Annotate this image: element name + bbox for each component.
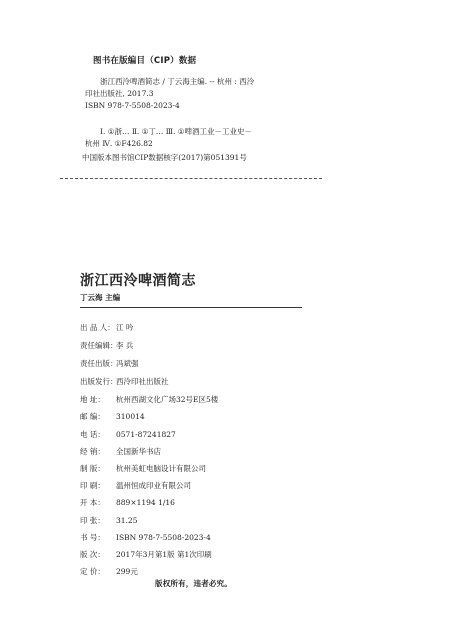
book-title: 浙江西泠啤酒简志 — [80, 273, 196, 289]
cip-line: ISBN 978-7-5508-2023-4 — [85, 101, 180, 110]
info-row-prepress — [80, 463, 206, 474]
cip-record-number: 中国版本图书馆CIP数据核字(2017)第051391号 — [82, 153, 247, 162]
info-value: 310014 — [116, 412, 145, 421]
rights-notice: 版权所有，违者必究。 — [155, 579, 232, 588]
info-value: 李 兵 — [116, 341, 134, 350]
cip-line: 印社出版社, 2017.3 — [85, 89, 154, 98]
info-value: 冯斌强 — [116, 359, 139, 368]
info-label: 书 号： — [80, 533, 105, 542]
info-label: 经 销： — [80, 447, 105, 456]
info-row-seller — [80, 446, 161, 457]
info-label: 印 刷： — [80, 481, 105, 490]
info-label: 地 址： — [80, 395, 105, 404]
info-value: 全国新华书店 — [116, 447, 161, 456]
cip-block — [85, 76, 315, 150]
info-label: 开 本： — [80, 498, 105, 507]
cip-line: 杭州 Ⅳ. ①F426.82 — [85, 139, 153, 148]
info-row-address — [80, 394, 218, 405]
info-label: 版 次： — [80, 550, 105, 559]
cip-line: Ⅰ. ①浙… Ⅱ. ①丁… Ⅲ. ①啤酒工业－工业史－ — [100, 127, 253, 136]
info-value: 温州恒成印业有限公司 — [116, 481, 191, 490]
info-row-sheets — [80, 515, 137, 526]
info-row-postcode — [80, 411, 145, 422]
info-label: 责任编辑： — [80, 341, 118, 350]
info-row-production — [80, 358, 139, 369]
info-label: 定 价： — [80, 567, 105, 576]
dashed-divider — [60, 178, 322, 179]
info-value: 31.25 — [116, 516, 138, 525]
info-label: 出 品 人： — [80, 323, 115, 332]
info-value: 江 吟 — [116, 323, 134, 332]
info-row-phone — [80, 429, 176, 440]
solid-divider — [80, 307, 302, 308]
info-row-format — [80, 497, 175, 508]
info-value: ISBN 978-7-5508-2023-4 — [116, 533, 211, 542]
info-row-price — [80, 566, 138, 577]
info-row-isbn — [80, 532, 211, 543]
cip-title: 图书在版编目（CIP）数据 — [93, 56, 197, 66]
info-row-printer — [80, 480, 191, 491]
book-author: 丁云海 主编 — [80, 293, 121, 302]
info-label: 电 话： — [80, 430, 105, 439]
info-value: 西泠印社出版社 — [116, 377, 169, 386]
info-value: 0571-87241827 — [116, 430, 176, 439]
info-label: 邮 编： — [80, 412, 105, 421]
info-value: 2017年3月第1版 第1次印刷 — [116, 550, 212, 559]
info-row-distributor — [80, 376, 169, 387]
info-label: 制 版： — [80, 464, 105, 473]
info-value: 杭州美虹电脑设计有限公司 — [116, 464, 206, 473]
info-value: 杭州西湖文化广场32号E区5楼 — [116, 395, 219, 404]
info-value: 299元 — [116, 567, 138, 576]
info-value: 889×1194 1/16 — [116, 498, 175, 507]
info-label: 出版发行： — [80, 377, 118, 386]
cip-line: 浙江西泠啤酒简志 / 丁云海主编. -- 杭州 : 西泠 — [100, 77, 255, 86]
info-row-publisher-person — [80, 322, 133, 333]
info-row-edition — [80, 549, 212, 560]
info-label: 印 张： — [80, 516, 105, 525]
info-label: 责任出版： — [80, 359, 118, 368]
info-row-editor — [80, 340, 133, 351]
